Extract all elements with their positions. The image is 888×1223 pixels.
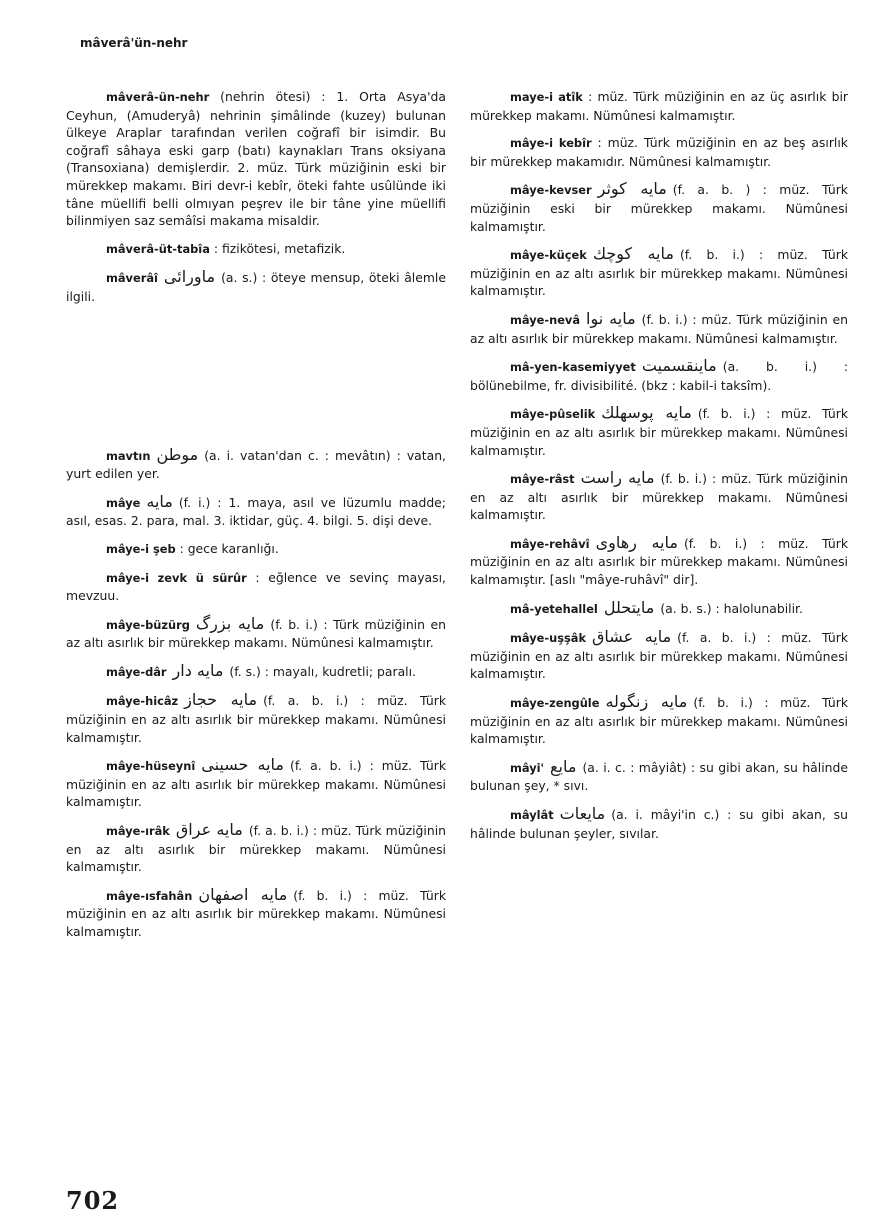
entry-headword: mâye-rehâvî xyxy=(510,536,590,551)
entry-headword: mâverâî xyxy=(106,271,158,286)
entry-arabic-script: مايه زنگوله xyxy=(605,692,688,712)
entry-definition: (f. b. i.) : müz. Türk müziğinin en az altı asırlık bir mürekkep makamı. Nümûnesi kalmamıştır. xyxy=(470,247,848,299)
entry-arabic-script: مايه رهاوى xyxy=(595,532,678,552)
entry-definition: : müz. Türk müziğinin en az beş asırlık bir mürekkep makamıdır. Nümûnesi kalmamıştır. xyxy=(470,135,848,169)
dictionary-entry xyxy=(66,88,446,230)
entry-headword: mâye-hüseynî xyxy=(106,759,196,774)
entry-definition: : müz. Türk müziğinin en az üç asırlık bir mürekkep makamı. Nümûnesi kalmamıştır. xyxy=(470,89,848,123)
entry-definition: (f. b. i.) : müz. Türk müziğinin en az altı asırlık bir mürekkep makamı. Nümûnesi kalmamıştır. xyxy=(66,887,446,939)
entry-headword: mâye-i kebîr xyxy=(510,136,592,151)
entry-headword: mâye-küçek xyxy=(510,248,587,263)
entry-headword: mâye-uşşâk xyxy=(510,631,587,646)
entry-arabic-script: مايه حجاز xyxy=(184,690,258,710)
entry-definition: (a. s.) : öteye mensup, öteki âlemle ilgili. xyxy=(66,270,446,304)
dictionary-entry xyxy=(470,88,848,124)
entry-definition: (f. i.) : 1. maya, asıl ve lüzumlu madde; asıl, esas. 2. para, mal. 3. iktidar, güç. 4. bilgi. 5. dişi deve. xyxy=(66,494,446,529)
entry-headword: mâyi' xyxy=(510,760,545,775)
entry-headword: mâye-dâr xyxy=(106,664,167,679)
dictionary-entry xyxy=(470,469,848,524)
dictionary-entry xyxy=(470,758,848,795)
entry-definition: (f. b. i.) : müz. Türk müziğinin en az altı asırlık bir mürekkep makamı. Nümûnesi kalmamıştır. xyxy=(470,406,849,458)
dictionary-entry xyxy=(470,805,848,842)
dictionary-entry xyxy=(66,446,446,483)
entry-definition: (a. i. c. : mâyiât) : su gibi akan, su hâlinde bulunan şey, * sıvı. xyxy=(470,759,848,794)
entry-headword: mâye-i şeb xyxy=(106,541,176,556)
dictionary-entry xyxy=(470,134,848,170)
entry-definition: (f. b. i.) : müz. Türk müziğinin en az altı asırlık bir mürekkep makamı. Nümûnesi kalmamıştır. xyxy=(470,695,849,747)
entry-definition: : eğlence ve sevinç mayası, mevzuu. xyxy=(66,569,446,604)
dictionary-entry xyxy=(470,628,848,683)
entry-headword: maye-i atîk xyxy=(510,90,583,104)
entry-arabic-script: ماينقسميت xyxy=(641,356,717,376)
entry-definition: (f. a. b. i.) : müz. Türk müziğinin en az altı asırlık bir mürekkep makamı. Nümûnesi kalmamıştır. xyxy=(66,823,446,875)
dictionary-entry xyxy=(66,756,446,811)
entry-definition: (a. b. s.) : halolunabilir. xyxy=(660,600,803,616)
dictionary-entry xyxy=(470,693,848,748)
entry-arabic-script: مايه نوا xyxy=(586,308,636,328)
entry-headword: mâye-ısfahân xyxy=(106,888,193,903)
entry-headword: mâye-kevser xyxy=(510,183,592,198)
dictionary-entry xyxy=(470,310,848,347)
dictionary-entry xyxy=(66,240,446,259)
dictionary-entry xyxy=(66,540,446,559)
dictionary-entry xyxy=(66,268,446,305)
entry-arabic-script: مايه بزرگ xyxy=(195,613,265,633)
entry-headword: mâye-râst xyxy=(510,472,575,487)
entry-headword: mâye-ırâk xyxy=(106,824,170,839)
entry-arabic-script: مايه كوچك xyxy=(592,244,674,264)
entry-arabic-script: مايه حسينى xyxy=(201,755,284,775)
entry-headword: mâye-zengûle xyxy=(510,696,600,711)
entry-headword: mâ-yen-kasemiyyet xyxy=(510,360,636,375)
entry-arabic-script: مايع xyxy=(550,756,577,776)
running-header: mâverâ'ün-nehr xyxy=(80,36,188,50)
entry-arabic-script: مايتحلل xyxy=(603,597,655,617)
entry-headword: mavtın xyxy=(106,448,151,463)
entry-definition: (a. b. i.) : bölünebilme, fr. divisibilité. (bkz : kabil-i taksîm). xyxy=(470,359,848,393)
dictionary-entry xyxy=(66,662,446,682)
dictionary-entry xyxy=(66,886,446,941)
dictionary-entry xyxy=(66,569,446,605)
entry-definition: (f. a. b. i.) : müz. Türk müziğinin en az altı asırlık bir mürekkep makamı. Nümûnesi kalmamıştır. xyxy=(66,693,446,745)
dictionary-entry xyxy=(66,691,446,746)
entry-definition: (f. a. b. ) : müz. Türk müziğinin eski bir mürekkep makamı. Nümûnesi kalmamıştır. xyxy=(470,182,848,234)
entry-headword: mâye-büzürg xyxy=(106,617,190,632)
dictionary-entry xyxy=(470,534,848,589)
entry-definition: (a. i. mâyi'in c.) : su gibi akan, su hâlinde bulunan şeyler, sıvılar. xyxy=(470,807,848,841)
dictionary-entry xyxy=(470,245,848,300)
entry-arabic-script: مايه دار xyxy=(172,660,224,680)
dictionary-entry xyxy=(470,357,848,394)
entry-arabic-script: مايه عشاق xyxy=(592,627,672,647)
entry-arabic-script: موطن xyxy=(156,444,199,464)
entry-definition: (f. a. b. i.) : müz. Türk müziğinin en az altı asırlık bir mürekkep makamı. Nümûnesi kalmamıştır. xyxy=(470,630,848,682)
entry-arabic-script: مايعات xyxy=(559,804,606,823)
entry-headword: mâye-pûselik xyxy=(510,407,596,422)
entry-definition: (f. b. i.) : müz. Türk müziğinin en az altı asırlık bir mürekkep makamı. Nümûnesi kalmamıştır. xyxy=(470,471,848,523)
entry-headword: mâverâ-ün-nehr xyxy=(106,90,210,104)
entry-definition: (f. b. i.) : müz. Türk müziğinin en az altı asırlık bir mürekkep makamı. Nümûnesi kalmamıştır. [aslı "mâye-ruhâvî" dir]. xyxy=(470,535,848,588)
dictionary-entry xyxy=(66,493,446,530)
entry-arabic-script: ماورائى xyxy=(163,267,216,287)
entry-definition: (f. a. b. i.) : müz. Türk müziğinin en az altı asırlık bir mürekkep makamı. Nümûnesi kalmamıştır. xyxy=(66,758,446,810)
entry-arabic-script: مايه xyxy=(146,491,173,511)
column-gap xyxy=(66,316,446,446)
entry-headword: mâye-i zevk ü sürûr xyxy=(106,570,247,585)
entry-headword: mâverâ-üt-tabîa xyxy=(106,241,210,256)
entry-arabic-script: مايه پوسهلك xyxy=(601,403,692,423)
entry-definition: (f. b. i.) : Türk müziğinin en az altı asırlık bir mürekkep makamı. Nümûnesi kalmamıştır. xyxy=(66,616,447,651)
entry-definition: : fizikötesi, metafizik. xyxy=(213,240,346,256)
entry-headword: mâye-hicâz xyxy=(106,694,179,709)
right-column xyxy=(470,88,848,852)
entry-headword: mâ-yetehallel xyxy=(510,601,598,616)
left-column xyxy=(66,88,446,951)
dictionary-entry xyxy=(470,180,848,235)
page-number: 702 xyxy=(66,1186,120,1215)
dictionary-entry xyxy=(66,821,446,876)
entry-arabic-script: مايه اصفهان xyxy=(198,884,288,904)
entry-definition: (a. i. vatan'dan c. : mevâtın) : vatan, yurt edilen yer. xyxy=(66,447,446,482)
entry-definition: : gece karanlığı. xyxy=(179,540,279,556)
dictionary-entry xyxy=(470,404,848,459)
entry-definition: (nehrin ötesi) : 1. Orta Asya'da Ceyhun, (Amuderyâ) nehrinin şimâlinde (kuzey) bulunan ülkeye Araplar tarafından verilen coğrafî bir isimdir. Bu coğrafî sâhaya eski garp (batı) kaynakları Trans oksiyana (Transoxiana) demişlerdir. 2. müz. Türk müziğinin eski bir mürekkep makamı. Biri devr-i kebîr, öteki fahte usûlünde iki tâne müellifi belli olmıyan peşrev ile bir tâne yine müellifi bilinmiyen saz semâîsi makama misaldir. xyxy=(66,89,446,229)
entry-definition: (f. b. i.) : müz. Türk müziğinin en az altı asırlık bir mürekkep makamı. Nümûnesi kalmamıştır. xyxy=(470,311,849,346)
entry-arabic-script: مايه عراق xyxy=(175,820,243,840)
entry-arabic-script: مايه كوثر xyxy=(597,179,667,199)
entry-headword: mâylât xyxy=(510,808,554,822)
entry-definition: (f. s.) : mayalı, kudretli; paralı. xyxy=(229,663,416,679)
dictionary-entry xyxy=(470,599,848,619)
entry-headword: mâye xyxy=(106,495,141,510)
entry-arabic-script: مايه راست xyxy=(580,468,655,488)
dictionary-entry xyxy=(66,615,446,652)
entry-headword: mâye-nevâ xyxy=(510,312,581,327)
